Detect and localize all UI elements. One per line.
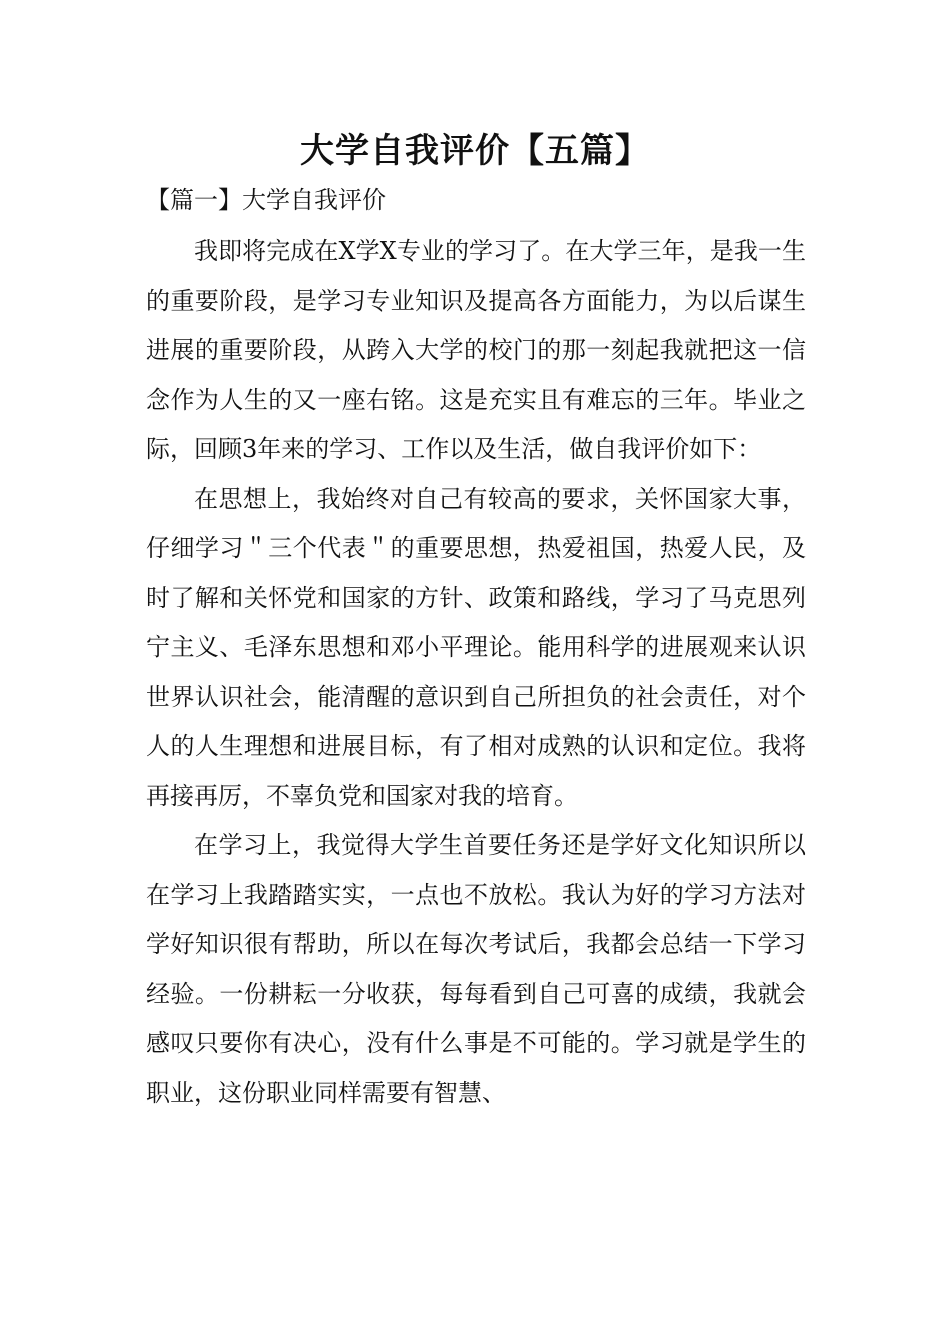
document-body <box>146 227 806 1118</box>
section-heading: 【篇一】大学自我评价 <box>146 186 386 214</box>
document-title: 大学自我评价【五篇】 <box>300 131 650 171</box>
paragraph: 在学习上，我觉得大学生首要任务还是学好文化知识所以在学习上我踏踏实实，一点也不放松。我认为好的学习方法对学好知识很有帮助，所以在每次考试后，我都会总结一下学习经验。一份耕耘一分收获，每每看到自己可喜的成绩，我就会感叹只要你有决心，没有什么事是不可能的。学习就是学生的职业，这份职业同样需要有智慧、 <box>146 831 806 1107</box>
paragraph: 我即将完成在X学X专业的学习了。在大学三年，是我一生的重要阶段，是学习专业知识及提高各方面能力，为以后谋生进展的重要阶段，从跨入大学的校门的那一刻起我就把这一信念作为人生的又一座右铭。这是充实且有难忘的三年。毕业之际，回顾3年来的学习、工作以及生活，做自我评价如下： <box>146 237 806 463</box>
paragraph: 在思想上，我始终对自己有较高的要求，关怀国家大事，仔细学习＂三个代表＂的重要思想，热爱祖国，热爱人民，及时了解和关怀党和国家的方针、政策和路线，学习了马克思列宁主义、毛泽东思想和邓小平理论。能用科学的进展观来认识世界认识社会，能清醒的意识到自己所担负的社会责任，对个人的人生理想和进展目标，有了相对成熟的认识和定位。我将再接再厉，不辜负党和国家对我的培育。 <box>146 484 806 810</box>
